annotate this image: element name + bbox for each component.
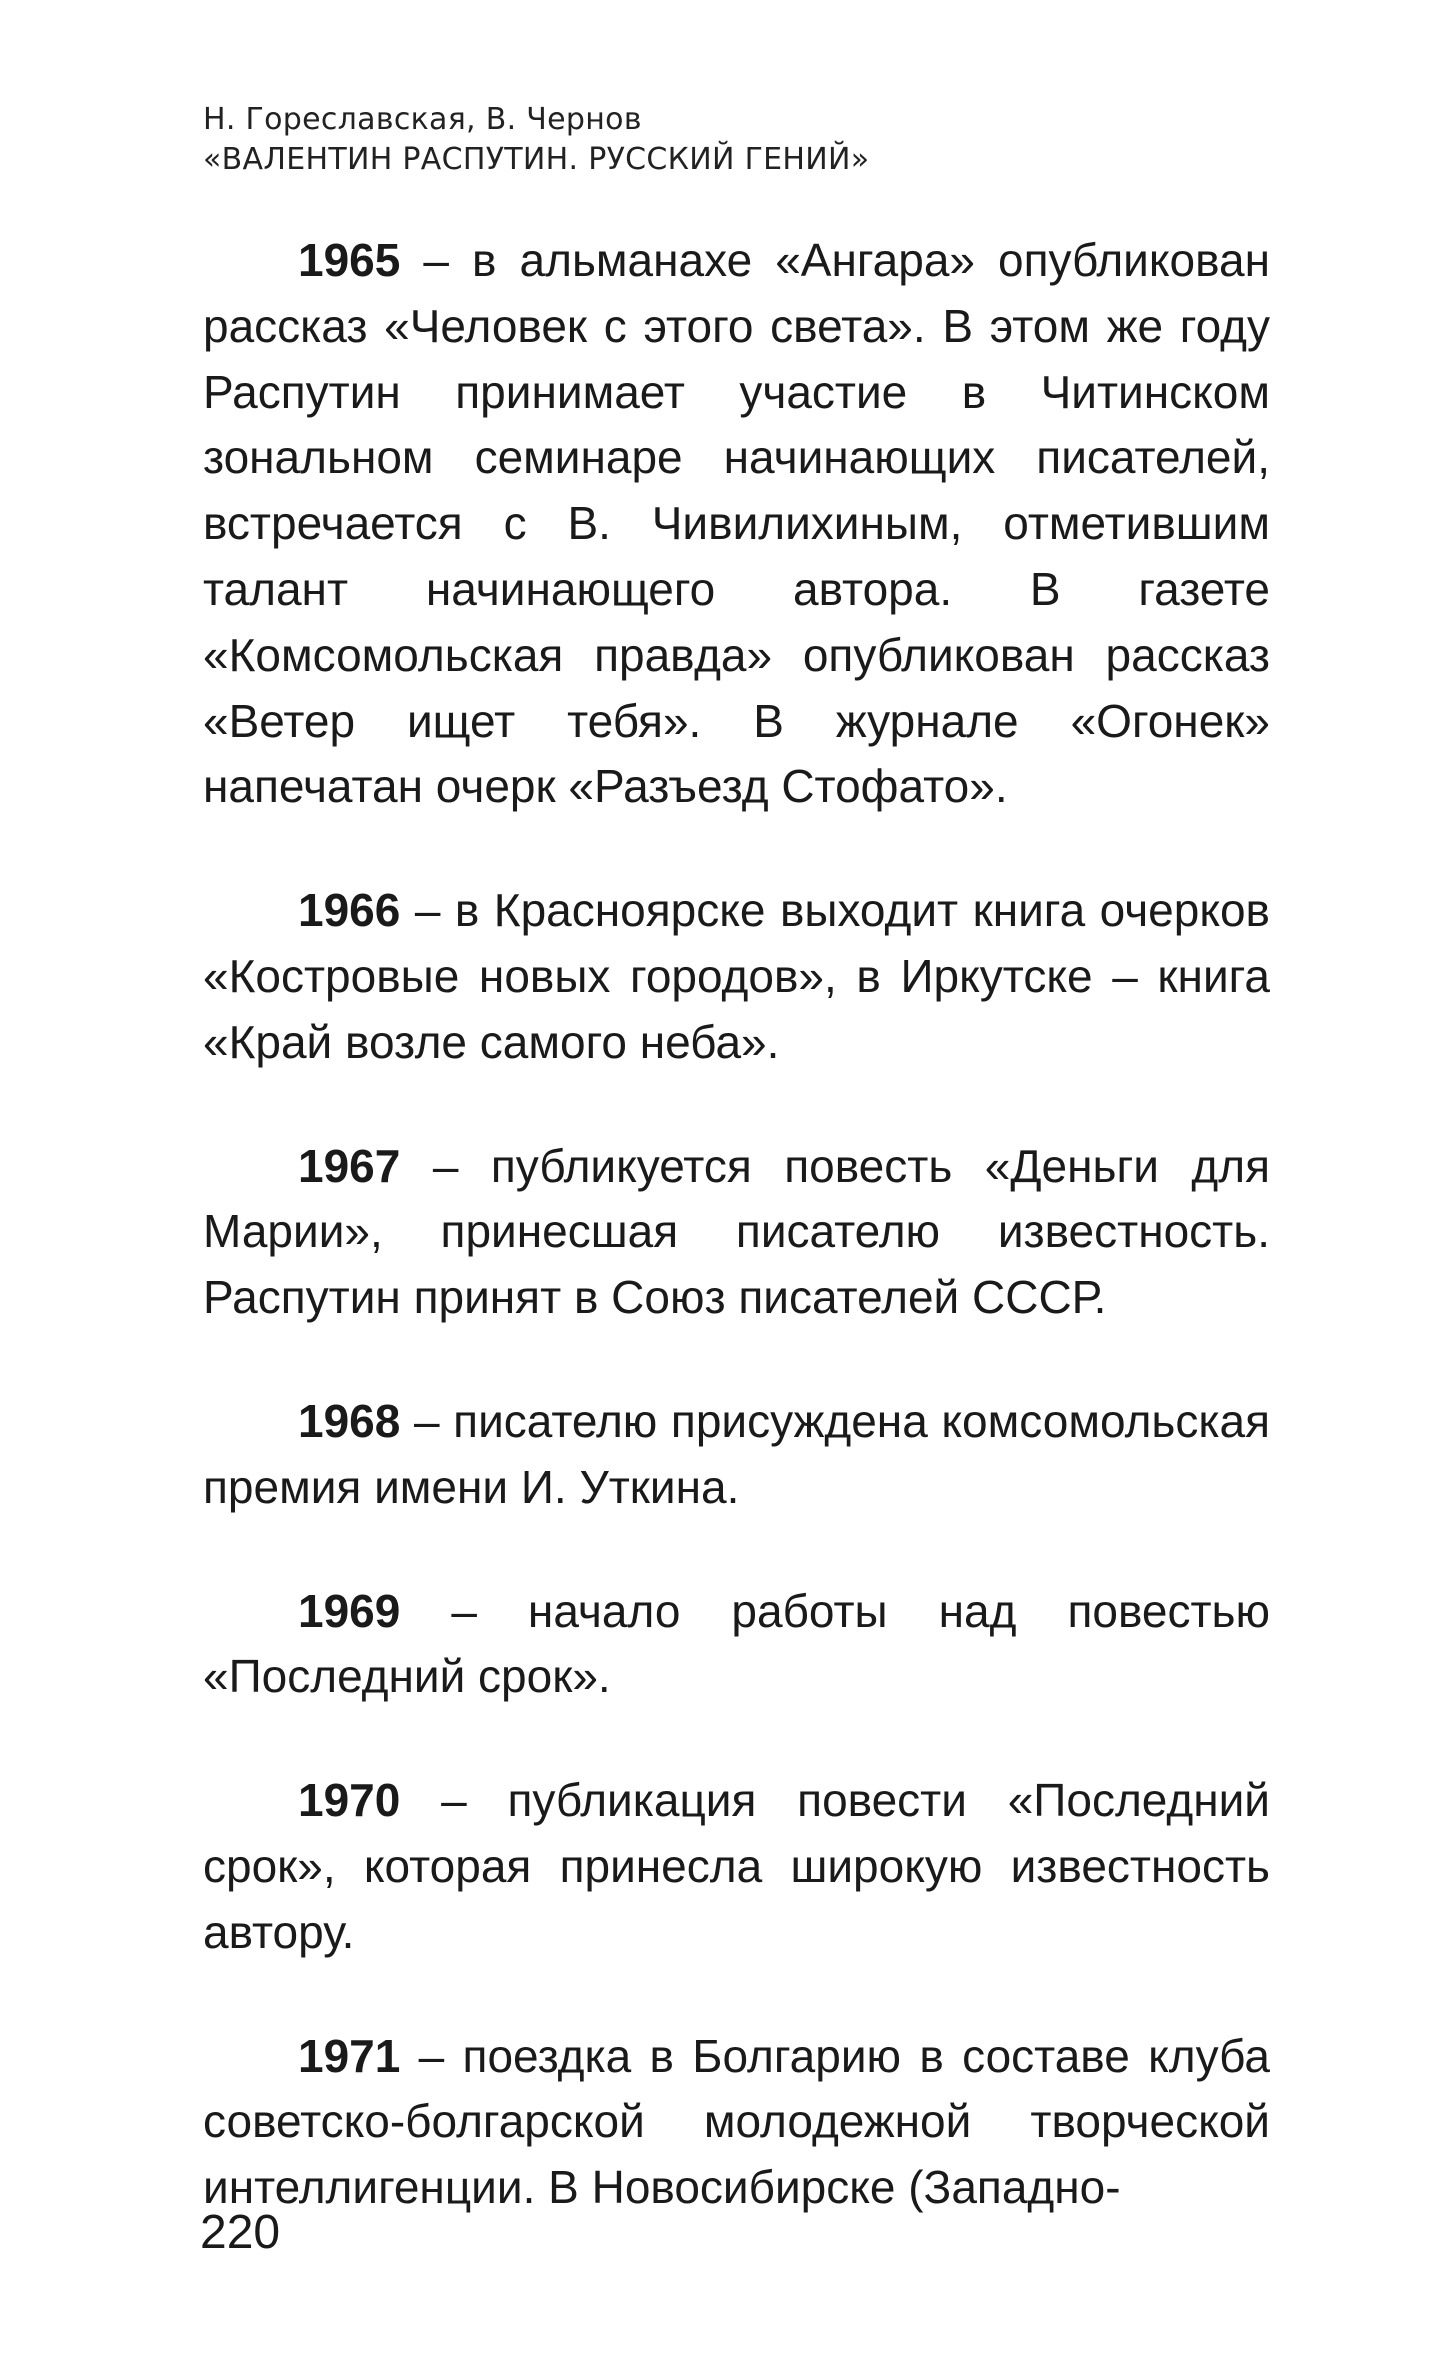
- entry-year: 1967: [298, 1139, 401, 1192]
- chronology-entry-1968: [203, 1389, 1270, 1521]
- chronology-entry-1967: [203, 1134, 1270, 1331]
- chronology-entry-1969: [203, 1579, 1270, 1711]
- entry-year: 1965: [298, 234, 401, 286]
- entry-text: – публикация повести «Последний срок», которая принесла широкую известность автору.: [203, 1774, 1270, 1958]
- chronology-entry-1971: [203, 2024, 1270, 2221]
- entry-year: 1968: [298, 1394, 401, 1447]
- chronology-entry-1970: [203, 1768, 1270, 1965]
- entry-text: – начало работы над повестью «Последний срок».: [203, 1584, 1270, 1703]
- header-book-title: «ВАЛЕНТИН РАСПУТИН. РУССКИЙ ГЕНИЙ»: [203, 142, 870, 177]
- entry-year: 1966: [298, 884, 401, 937]
- entry-text: – в альманахе «Ангара» опубликован рассказ «Человек с этого света». В этом же году Распутин принимает участие в Читинском зональном семинаре начинающих писателей, встречается с В. Чивилихиным, отметившим талант начинающего автора. В газете «Комсомольская правда» опубликован рассказ «Ветер ищет тебя». В журнале «Огонек» напечатан очерк «Разъезд Стофато».: [203, 234, 1270, 813]
- chronology-text: [203, 228, 1270, 2279]
- header-authors: Н. Гореславская, В. Чернов: [203, 102, 642, 137]
- entry-year: 1969: [298, 1584, 401, 1637]
- entry-text: – публикуется повесть «Деньги для Марии», принесшая писателю известность. Распутин принят в Союз писателей СССР.: [203, 1139, 1270, 1324]
- entry-text: – писателю присуждена комсомольская премия имени И. Уткина.: [203, 1394, 1270, 1513]
- chronology-entry-1966: [203, 878, 1270, 1075]
- entry-text: – поездка в Болгарию в составе клуба советско-болгарской молодежной творческой интеллигенции. В Новосибирске (Западно-: [203, 2029, 1270, 2214]
- entry-year: 1971: [298, 2029, 401, 2082]
- page-number: 220: [200, 2206, 281, 2259]
- chronology-entry-1965: [203, 228, 1270, 820]
- entry-year: 1970: [298, 1774, 401, 1827]
- running-header: [203, 100, 1263, 180]
- entry-text: – в Красноярске выходит книга очерков «Костровые новых городов», в Иркутске – книга «Край возле самого неба».: [203, 884, 1270, 1068]
